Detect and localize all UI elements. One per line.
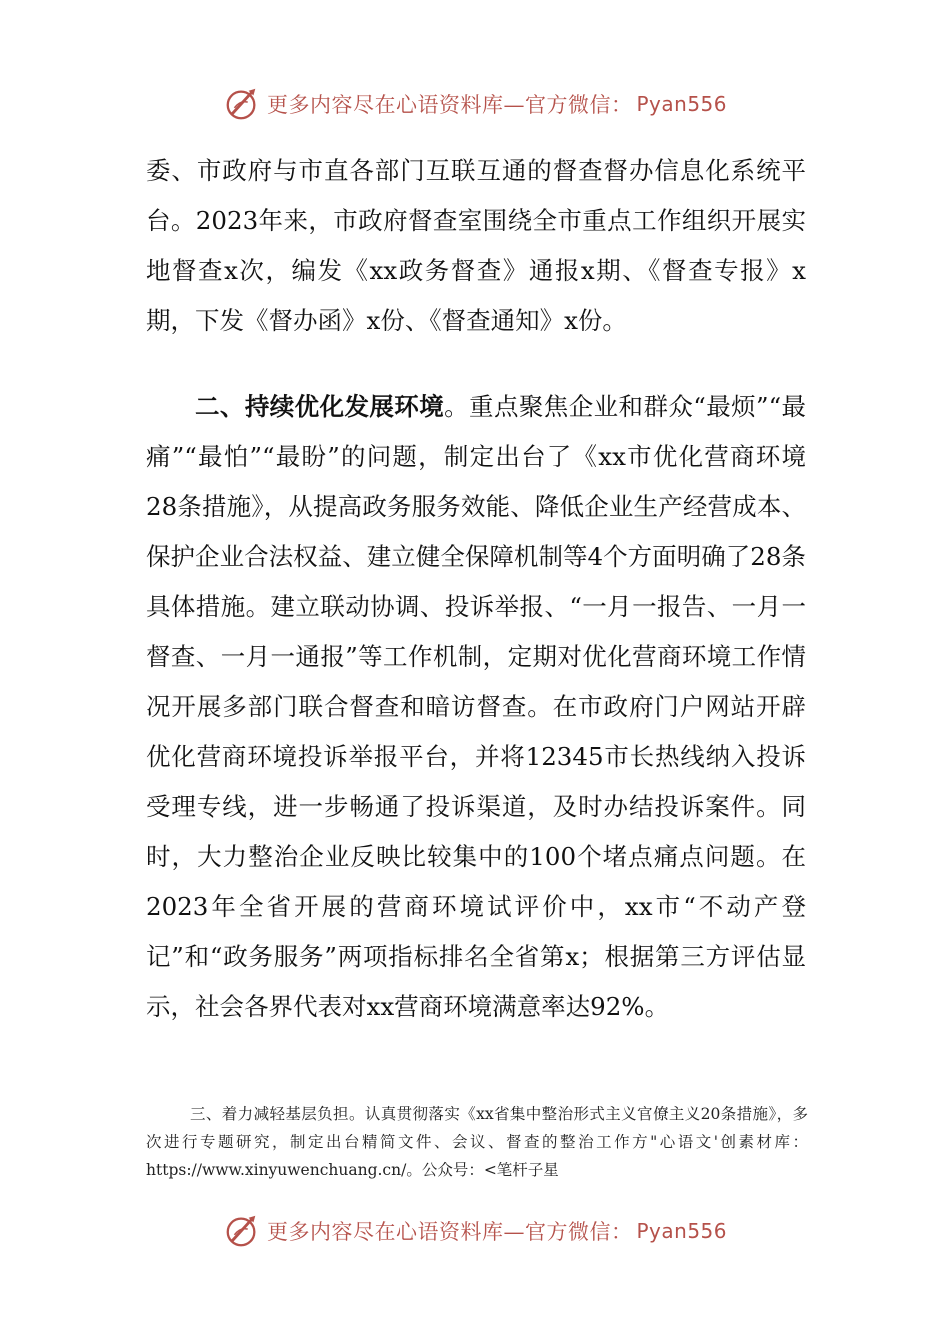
watermark-account: Pyan556 xyxy=(636,92,727,116)
watermark-banner-bottom xyxy=(0,1211,950,1251)
paragraph-2 xyxy=(146,382,806,1032)
watermark-banner-top xyxy=(0,84,950,124)
watermark-text: 更多内容尽在心语资料库—官方微信： xyxy=(266,93,633,117)
paragraph-1: 委、市政府与市直各部门互联互通的督查督办信息化系统平台。2023年来，市政府督查室围绕全市重点工作组织开展实地督查x次，编发《xx政务督查》通报x期、《督查专报》x期，下发《督办函》x份、《督查通知》x份。 xyxy=(146,156,806,335)
watermark-text: 更多内容尽在心语资料库—官方微信： xyxy=(266,1220,633,1244)
footnote-paragraph: 三、着力减轻基层负担。认真贯彻落实《xx省集中整治形式主义官僚主义20条措施》，多次进行专题研究，制定出台精简文件、会议、督查的整治工作方"心语文'创素材库：https://www.xinyuwenchuang.cn/。公众号：<笔杆子星 xyxy=(146,1105,808,1179)
watermark-account: Pyan556 xyxy=(636,1219,727,1243)
pen-logo-icon xyxy=(223,1212,261,1250)
pen-logo-icon xyxy=(223,85,261,123)
paragraph-2-text: 。重点聚焦企业和群众“最烦”“最痛”“最怕”“最盼”的问题，制定出台了《xx市优化营商环境28条措施》，从提高政务服务效能、降低企业生产经营成本、保护企业合法权益、建立健全保障机制等4个方面明确了28条具体措施。建立联动协调、投诉举报、“一月一报告、一月一督查、一月一通报”等工作机制，定期对优化营商环境工作情况开展多部门联合督查和暗访督查。在市政府门户网站开辟优化营商环境投诉举报平台，并将12345市长热线纳入投诉受理专线，进一步畅通了投诉渠道，及时办结投诉案件。同时，大力整治企业反映比较集中的100个堵点痛点问题。在2023年全省开展的营商环境试评价中，xx市“不动产登记”和“政务服务”两项指标排名全省第x；根据第三方评估显示，社会各界代表对xx营商环境满意率达92%。 xyxy=(146,392,807,1021)
section-heading: 二、持续优化发展环境 xyxy=(195,392,445,421)
